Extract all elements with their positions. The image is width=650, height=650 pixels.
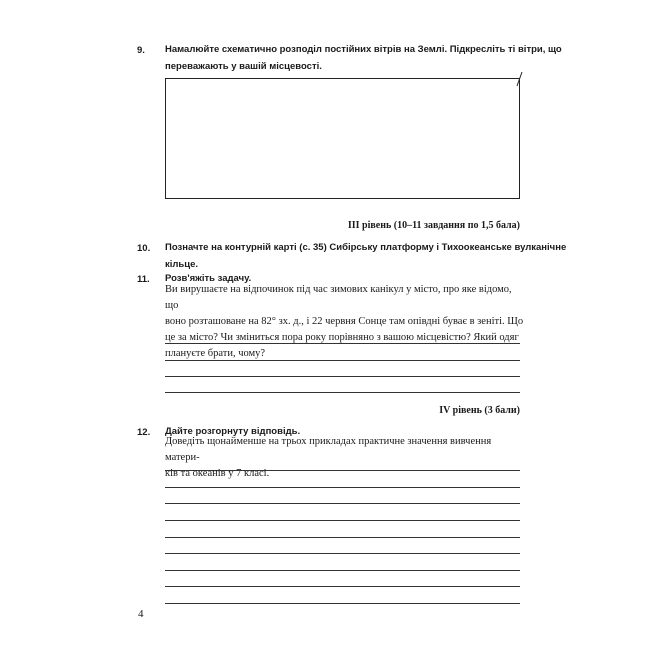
- answer-line[interactable]: [165, 503, 520, 504]
- task-9-number: 9.: [137, 45, 145, 56]
- task-11-text-line-1: Ви вирушаєте на відпочинок під час зимових канікул у місто, про яке відомо, що: [165, 284, 512, 311]
- task-11-text-line-4: плануєте брати, чому?: [165, 348, 266, 359]
- task-12-text: [165, 434, 525, 482]
- answer-line[interactable]: [165, 487, 520, 488]
- task-12-title: Дайте розгорнуту відповідь.: [165, 426, 301, 437]
- task-12-number: 12.: [137, 427, 151, 438]
- level-4-heading: IV рівень (3 бали): [439, 405, 520, 416]
- answer-line[interactable]: [165, 570, 520, 571]
- answer-line[interactable]: [165, 586, 520, 587]
- answer-line[interactable]: [165, 537, 520, 538]
- task-11-number: 11.: [137, 274, 150, 285]
- task-10-title-line-2: кільце.: [165, 259, 199, 270]
- answer-line[interactable]: [165, 553, 520, 554]
- drawing-box[interactable]: [165, 78, 520, 199]
- level-3-heading: III рівень (10–11 завдання по 1,5 бала): [347, 220, 520, 231]
- task-11-text-line-2: воно розташоване на 82° зх. д., і 22 червня Сонце там опівдні буває в зеніті. Що: [165, 316, 524, 327]
- answer-line[interactable]: [165, 520, 520, 521]
- task-9-title: [165, 41, 562, 75]
- task-12-text-line-2: ків та океанів у 7 класі.: [165, 468, 270, 479]
- answer-line[interactable]: [165, 470, 520, 471]
- answer-line[interactable]: [165, 603, 520, 604]
- page-number: 4: [138, 608, 144, 620]
- task-11-title: Розв'яжіть задачу.: [165, 273, 252, 284]
- answer-line[interactable]: [165, 343, 520, 344]
- task-11-text: [165, 282, 525, 362]
- task-10-title: [165, 239, 566, 273]
- answer-line[interactable]: [165, 392, 520, 393]
- task-10-number: 10.: [137, 243, 151, 254]
- task-12-text-line-1: Доведіть щонайменше на трьох прикладах практичне значення вивчення матери-: [165, 436, 492, 463]
- answer-line[interactable]: [165, 376, 520, 377]
- task-9-title-line-2: переважають у вашій місцевості.: [165, 61, 322, 72]
- pen-mark-icon: [516, 71, 523, 87]
- answer-line[interactable]: [165, 360, 520, 361]
- task-10-title-line-1: Позначте на контурній карті (с. 35) Сибірську платформу і Тихоокеанське вулканічне: [165, 242, 567, 253]
- task-11-text-line-3: це за місто? Чи зміниться пора року порівняно з вашою місцевістю? Який одяг: [165, 332, 519, 343]
- task-9-title-line-1: Намалюйте схематично розподіл постійних вітрів на Землі. Підкресліть ті вітри, що: [165, 44, 562, 55]
